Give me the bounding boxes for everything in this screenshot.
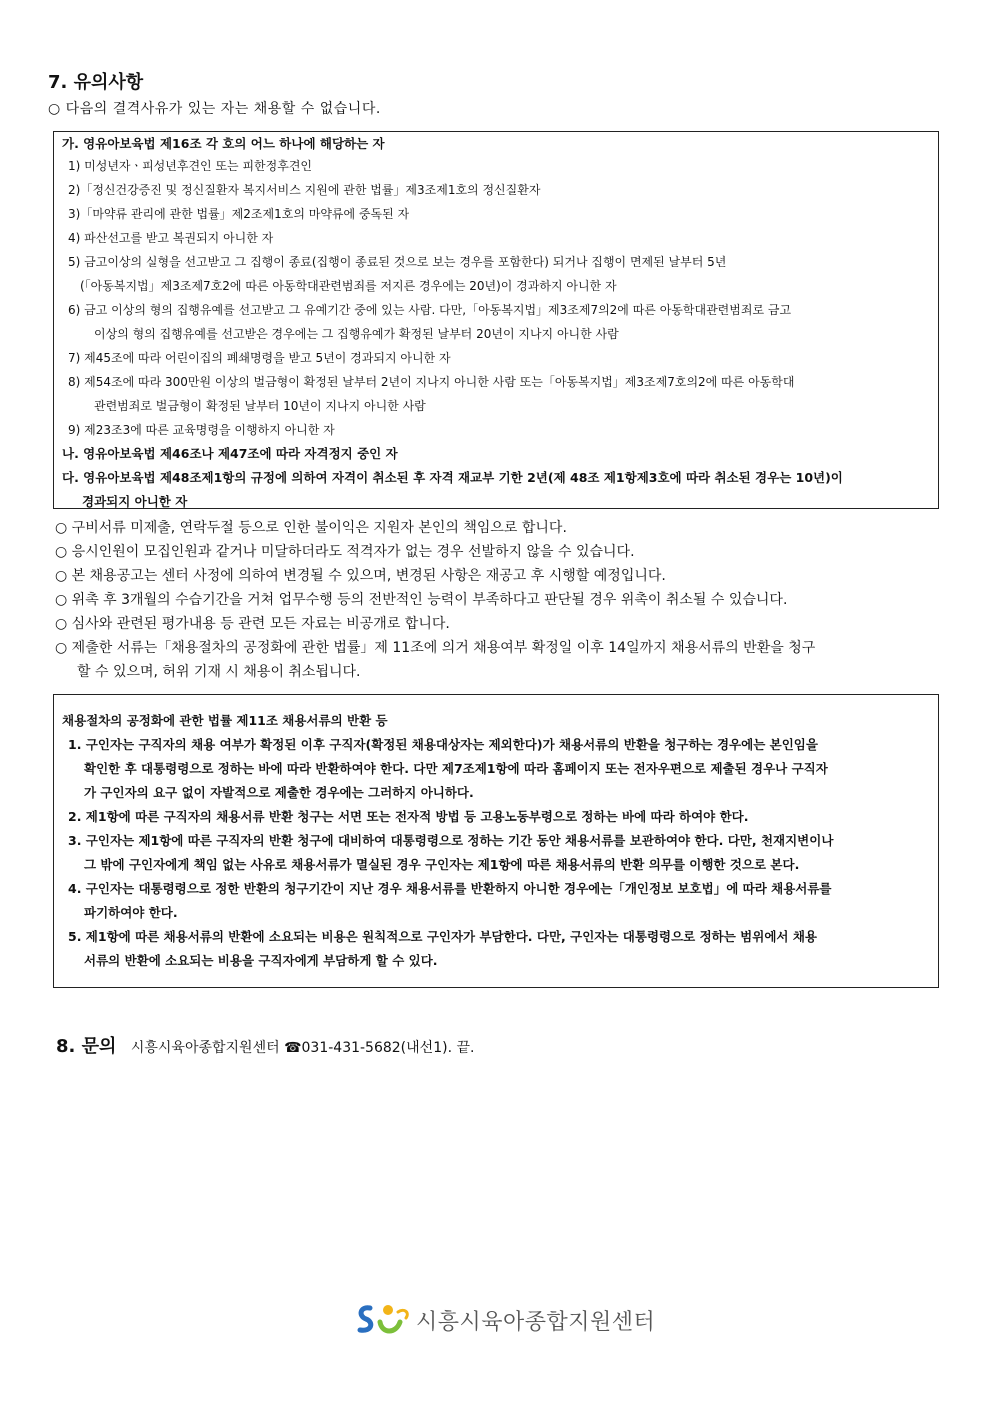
footer-logo [356, 1302, 655, 1338]
clause-da: 다. 영유아보육법 제48조제1항의 규정에 의하여 자격이 취소된 후 자격 재교부 기한 2년(제 48조 제1항제3호에 따라 취소된 경우는 10년)이 [62, 470, 843, 485]
clause-ga: 가. 영유아보육법 제16조 각 호의 어느 하나에 해당하는 자 [62, 136, 385, 151]
notice-item: ○ 위촉 후 3개월의 수습기간을 거쳐 업무수행 등의 전반적인 능력이 부족하다고 판단될 경우 위촉이 취소될 수 있습니다. [55, 592, 788, 608]
list-item: 9) 제23조3에 따른 교육명령을 이행하지 아니한 자 [68, 423, 335, 437]
law-item: 1. 구인자는 구직자의 채용 여부가 확정된 이후 구직자(확정된 채용대상자는 제외한다)가 채용서류의 반환을 청구하는 경우에는 본인임을 [68, 737, 818, 752]
law-title: 채용절차의 공정화에 관한 법률 제11조 채용서류의 반환 등 [62, 713, 388, 728]
notice-item: ○ 심사와 관련된 평가내용 등 관련 모든 자료는 비공개로 합니다. [55, 616, 450, 632]
law-excerpt-box [53, 694, 939, 988]
contact-label: 8. 문의 [56, 1036, 117, 1057]
contact-text: 시흥시육아종합지원센터 ☎031-431-5682(내선1). 끝. [130, 1040, 475, 1056]
contact-line [56, 1032, 474, 1058]
notice-item: ○ 본 채용공고는 센터 사정에 의하여 변경될 수 있으며, 변경된 사항은 재공고 후 시행할 예정입니다. [55, 568, 666, 584]
clause-da-continued: 경과되지 아니한 자 [82, 494, 188, 509]
list-item: 1) 미성년자ㆍ피성년후견인 또는 피한정후견인 [68, 159, 313, 173]
notice-item: ○ 응시인원이 모집인원과 같거나 미달하더라도 적격자가 없는 경우 선발하지 않을 수 있습니다. [55, 544, 635, 560]
law-item-continued: 가 구인자의 요구 없이 자발적으로 제출한 경우에는 그러하지 아니하다. [84, 785, 474, 800]
law-item-continued: 확인한 후 대통령령으로 정하는 바에 따라 반환하여야 한다. 다만 제7조제1항에 따라 홈페이지 또는 전자우편으로 제출된 경우나 구직자 [84, 761, 828, 776]
section-title: 7. 유의사항 [48, 72, 144, 93]
list-item: 4) 파산선고를 받고 복권되지 아니한 자 [68, 231, 274, 245]
section-intro: ○ 다음의 결격사유가 있는 자는 채용할 수 없습니다. [48, 101, 381, 117]
list-item: 2)「정신건강증진 및 정신질환자 복지서비스 지원에 관한 법률」제3조제1호의 정신질환자 [68, 183, 541, 197]
law-item: 5. 제1항에 따른 채용서류의 반환에 소요되는 비용은 원칙적으로 구인자가 부담한다. 다만, 구인자는 대통령령으로 정하는 범위에서 채용 [68, 929, 817, 944]
notice-item: ○ 제출한 서류는「채용절차의 공정화에 관한 법률」제 11조에 의거 채용여부 확정일 이후 14일까지 채용서류의 반환을 청구 [55, 640, 816, 656]
notice-list [55, 516, 945, 684]
law-item: 4. 구인자는 대통령령으로 정한 반환의 청구기간이 지난 경우 채용서류를 반환하지 아니한 경우에는「개인정보 보호법」에 따라 채용서류를 [68, 881, 832, 896]
org-name: 시흥시육아종합지원센터 [416, 1309, 656, 1335]
clause-na: 나. 영유아보육법 제46조나 제47조에 따라 자격정지 중인 자 [62, 446, 398, 461]
list-item-continued: 이상의 형의 집행유예를 선고받은 경우에는 그 집행유예가 확정된 날부터 20년이 지나지 아니한 사람 [94, 327, 619, 341]
list-item-continued: 관련범죄로 벌금형이 확정된 날부터 10년이 지나지 아니한 사람 [94, 399, 426, 413]
list-item: 6) 금고 이상의 형의 집행유예를 선고받고 그 유예기간 중에 있는 사람. 다만,「아동복지법」제3조제7의2에 따른 아동학대관련범죄로 금고 [68, 303, 792, 317]
org-logo-icon [356, 1302, 412, 1338]
list-item: 8) 제54조에 따라 300만원 이상의 벌금형이 확정된 날부터 2년이 지나지 아니한 사람 또는「아동복지법」제3조제7호의2에 따른 아동학대 [68, 375, 795, 389]
law-item-continued: 서류의 반환에 소요되는 비용을 구직자에게 부담하게 할 수 있다. [84, 953, 438, 968]
notice-item-continued: 할 수 있으며, 허위 기재 시 채용이 취소됩니다. [77, 664, 361, 680]
list-item: 7) 제45조에 따라 어린이집의 폐쇄명령을 받고 5년이 경과되지 아니한 자 [68, 351, 451, 365]
notice-item: ○ 구비서류 미제출, 연락두절 등으로 인한 불이익은 지원자 본인의 책임으로 합니다. [55, 520, 567, 536]
disqualification-box [53, 131, 939, 509]
list-item: 3)「마약류 관리에 관한 법률」제2조제1호의 마약류에 중독된 자 [68, 207, 410, 221]
law-item-continued: 파기하여야 한다. [84, 905, 178, 920]
law-item: 3. 구인자는 제1항에 따른 구직자의 반환 청구에 대비하여 대통령령으로 정하는 기간 동안 채용서류를 보관하여야 한다. 다만, 천재지변이나 [68, 833, 834, 848]
law-item: 2. 제1항에 따른 구직자의 채용서류 반환 청구는 서면 또는 전자적 방법 등 고용노동부령으로 정하는 바에 따라 하여야 한다. [68, 809, 749, 824]
list-item-continued: (「아동복지법」제3조제7호2에 따른 아동학대관련범죄를 저지른 경우에는 20년)이 경과하지 아니한 자 [80, 279, 617, 293]
list-item: 5) 금고이상의 실형을 선고받고 그 집행이 종료(집행이 종료된 것으로 보는 경우를 포함한다) 되거나 집행이 면제된 날부터 5년 [68, 255, 727, 269]
law-item-continued: 그 밖에 구인자에게 책임 없는 사유로 채용서류가 멸실된 경우 구인자는 제1항에 따른 채용서류의 반환 의무를 이행한 것으로 본다. [84, 857, 800, 872]
